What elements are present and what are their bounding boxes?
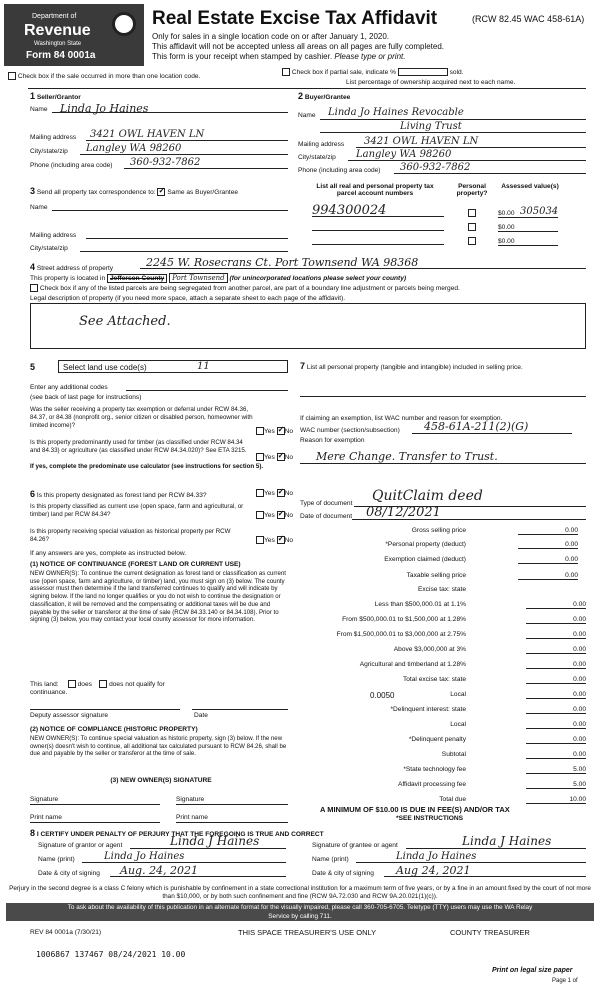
divider bbox=[28, 88, 586, 89]
if-yes-note: If any answers are yes, complete as instructed below. bbox=[30, 550, 187, 557]
signature-label: Signature bbox=[176, 796, 205, 803]
calc-value: 0.00 bbox=[518, 572, 578, 580]
reason-label: Reason for exemption bbox=[300, 437, 365, 444]
parcel-header: List all real and personal property tax parcel account numbers bbox=[316, 183, 434, 197]
buyer-name1[interactable]: Linda Jo Haines Revocable bbox=[328, 107, 464, 118]
assessed-value: $0.00 bbox=[498, 238, 515, 245]
certify-row: 8 I CERTIFY UNDER PENALTY OF PERJURY THAT THE FOREGOING IS TRUE AND CORRECT bbox=[30, 828, 324, 838]
calc-label: Above $3,000,000 at 3% bbox=[393, 646, 466, 653]
grantee-name-label: Name (print) bbox=[312, 856, 349, 863]
treasurer-label: THIS SPACE TREASURER'S USE ONLY bbox=[238, 928, 377, 937]
exemption-question: Was the seller receiving a property tax exemption or deferral under RCW 84.36, 84.37, or 84.38 (nonprofit org., senior citizen or disabled person, homeowner with limited income)? bbox=[30, 406, 253, 429]
this-land-row: This land: does does not qualify for bbox=[30, 680, 165, 688]
current-use-question: Is this property classified as current use (open space, farm and agricultural, or timber) land per RCW 84.34? bbox=[30, 503, 244, 518]
corr-name-input[interactable] bbox=[52, 210, 288, 211]
segregated-row: Check box if any of the listed parcels are being segregated from another parcel, are part of a boundary line adjustment or parcels being merged. bbox=[30, 284, 460, 292]
calc-label: Less than $500,000.01 at 1.1% bbox=[374, 601, 466, 608]
print-name-label: Print name bbox=[30, 814, 62, 821]
grantor-name-label: Name (print) bbox=[38, 856, 75, 863]
print-name-label: Print name bbox=[176, 814, 208, 821]
calc-label: Total excise tax: state bbox=[402, 676, 466, 683]
seller-address[interactable]: 3421 OWL HAVEN LN bbox=[90, 129, 205, 140]
yes-checkbox[interactable] bbox=[256, 511, 264, 519]
county-treasurer-label: COUNTY TREASURER bbox=[450, 928, 530, 937]
historic-question: Is this property receiving special valuation as historical property per RCW 84.26? bbox=[30, 528, 231, 543]
exemption-claim-label: If claiming an exemption, list WAC number and reason for exemption. bbox=[300, 415, 503, 422]
buyer-address-label: Mailing address bbox=[298, 141, 345, 148]
calc-label: From $500,000.01 to $1,500,000 at 1.28% bbox=[342, 616, 466, 623]
city-select[interactable]: Port Townsend bbox=[169, 273, 228, 283]
grantee-sig-label: Signature of grantee or agent bbox=[312, 842, 398, 849]
partial-sale-checkbox[interactable] bbox=[282, 68, 290, 76]
street-address[interactable]: 2245 W. Rosecrans Ct. Port Townsend WA 98368 bbox=[146, 256, 419, 269]
corr-name-label: Name bbox=[30, 204, 48, 211]
note1: Only for sales in a single location code on or after January 1, 2020. bbox=[152, 32, 390, 41]
parcel-table bbox=[312, 203, 582, 248]
personal-checkbox[interactable] bbox=[468, 223, 476, 231]
seller-phone-label: Phone (including area code) bbox=[30, 162, 113, 169]
cashier-stamp: 1006867 137467 08/24/2021 10.00 bbox=[36, 950, 186, 959]
corr-city-input[interactable] bbox=[80, 251, 288, 252]
parcel-number-input[interactable] bbox=[312, 244, 444, 245]
logo-dept: Department of bbox=[32, 13, 77, 20]
county-select[interactable]: Jefferson County bbox=[107, 274, 167, 283]
new-owner-sig-title: (3) NEW OWNER(S) SIGNATURE bbox=[110, 777, 212, 784]
buyer-city-label: City/state/zip bbox=[298, 154, 336, 161]
notice2-title: (2) NOTICE OF COMPLIANCE (HISTORIC PROPERTY) bbox=[30, 726, 198, 733]
partial-sale-row: Check box if partial sale, indicate % sold. bbox=[282, 68, 464, 76]
grantor-date[interactable]: Aug. 24, 2021 bbox=[120, 864, 199, 877]
timber-question: Is this property predominantly used for timber (as classified under RCW 84.34 and 84.33) or agriculture (as classified under RCW 84.34.020)? See ETA 3215. bbox=[30, 439, 247, 454]
historic-yes-no: Yes ✓ No bbox=[256, 536, 293, 544]
yes-checkbox[interactable] bbox=[256, 427, 264, 435]
calc-label: Local bbox=[450, 721, 466, 728]
calc-value: 0.00 bbox=[526, 601, 586, 609]
wac-number[interactable]: 458-61A-211(2)(G) bbox=[424, 420, 529, 433]
segregated-checkbox[interactable] bbox=[30, 284, 38, 292]
does-not-checkbox[interactable] bbox=[99, 680, 107, 688]
calc-value: 0.00 bbox=[518, 527, 578, 535]
page-number: Page 1 of bbox=[552, 978, 578, 984]
partial-percent-input[interactable] bbox=[398, 68, 448, 76]
corr-city-label: City/state/zip bbox=[30, 245, 68, 252]
same-as-buyer-checkbox[interactable] bbox=[157, 188, 165, 196]
calc-label: Gross selling price bbox=[411, 527, 466, 534]
notice1-title: (1) NOTICE OF CONTINUANCE (FOREST LAND OR CURRENT USE) bbox=[30, 561, 241, 568]
availability-note: To ask about the availability of this publication in an alternate format for the visually impaired, please call 360-705-6705. Teletype (TTY) users may use the WA Relay Service by calling 711. bbox=[6, 903, 594, 921]
doc-type-label: Type of document bbox=[300, 500, 353, 507]
seller-heading: 1 Seller/Grantor bbox=[30, 91, 81, 101]
doc-type[interactable]: QuitClaim deed bbox=[372, 488, 483, 504]
yes-checkbox[interactable] bbox=[256, 489, 264, 497]
print-legal-note: Print on legal size paper bbox=[492, 967, 573, 974]
section7-text: 7 List all personal property (tangible and intangible) included in selling price. bbox=[300, 361, 523, 371]
located-row: This property is located in Jefferson County Port Townsend (for unincorporated locations please select your county) bbox=[30, 274, 407, 282]
local-rate: 0.0050 bbox=[370, 691, 395, 700]
grantee-date-label: Date & city of signing bbox=[312, 870, 374, 877]
calc-label: *Personal property (deduct) bbox=[385, 541, 466, 548]
doc-date[interactable]: 08/12/2021 bbox=[366, 505, 441, 520]
yes-checkbox[interactable] bbox=[256, 536, 264, 544]
seller-city[interactable]: Langley WA 98260 bbox=[86, 143, 182, 154]
deputy-label: Deputy assessor signature bbox=[30, 712, 109, 719]
doc-date-label: Date of document bbox=[300, 513, 353, 520]
buyer-address[interactable]: 3421 OWL HAVEN LN bbox=[364, 136, 479, 147]
seller-phone[interactable]: 360-932-7862 bbox=[130, 157, 201, 168]
deputy-signature-input[interactable] bbox=[30, 709, 180, 710]
additional-codes-label: Enter any additional codes bbox=[30, 384, 108, 391]
exemption-reason[interactable]: Mere Change. Transfer to Trust. bbox=[316, 450, 498, 463]
additional-codes-input[interactable] bbox=[126, 390, 288, 391]
grantee-date[interactable]: Aug 24, 2021 bbox=[396, 864, 471, 877]
calc-label: Exemption claimed (deduct) bbox=[384, 556, 466, 563]
minimum-note: A MINIMUM OF $10.00 IS DUE IN FEE(S) AND/OR TAX bbox=[320, 805, 510, 814]
buyer-name-label: Name bbox=[298, 112, 316, 119]
wac-label: WAC number (section/subsection) bbox=[300, 427, 400, 434]
buyer-heading: 2 Buyer/Grantee bbox=[298, 91, 351, 101]
multi-location-checkbox[interactable] bbox=[8, 72, 16, 80]
calc-label: Local bbox=[450, 691, 466, 698]
form-number: Form 84 0001a bbox=[26, 50, 96, 61]
assessed-value: $0.00 bbox=[498, 210, 515, 217]
calc-label: *State technology fee bbox=[403, 766, 466, 773]
buyer-name2[interactable]: Living Trust bbox=[400, 121, 462, 132]
buyer-city[interactable]: Langley WA 98260 bbox=[356, 149, 452, 160]
timber-yes-no: Yes ✓ No bbox=[256, 453, 293, 461]
multi-location-row: Check box if the sale occurred in more than one location code. bbox=[8, 72, 200, 80]
see-instructions: *SEE INSTRUCTIONS bbox=[396, 815, 464, 822]
calc-value: 0.00 bbox=[526, 646, 586, 654]
logo-circle-icon bbox=[112, 12, 136, 36]
buyer-phone-label: Phone (including area code) bbox=[298, 167, 381, 174]
legal-description-box[interactable] bbox=[30, 303, 586, 349]
legal-label: Legal description of property (if you need more space, attach a separate sheet to each page of the affidavit). bbox=[30, 295, 346, 302]
calc-label: *Delinquent interest: state bbox=[390, 706, 466, 713]
assessed-value: $0.00 bbox=[498, 224, 515, 231]
calc-value: 5.00 bbox=[526, 766, 586, 774]
parcel-row bbox=[312, 203, 582, 220]
calc-label: Agricultural and timberland at 1.28% bbox=[359, 661, 466, 668]
assessed-hand: 305034 bbox=[520, 206, 559, 217]
continuance-label: continuance. bbox=[30, 689, 68, 696]
personal-checkbox[interactable] bbox=[468, 237, 476, 245]
personal-property-input[interactable] bbox=[300, 396, 586, 397]
calc-value: 5.00 bbox=[526, 781, 586, 789]
no-checkbox[interactable] bbox=[277, 453, 285, 461]
grantor-sig-label: Signature of grantor or agent bbox=[38, 842, 123, 849]
timber-note: If yes, complete the predominate use calculator (see instructions for section 5). bbox=[30, 463, 264, 470]
ownership-note: List percentage of ownership acquired next to each name. bbox=[346, 79, 516, 86]
grantor-date-label: Date & city of signing bbox=[38, 870, 100, 877]
assessed-header: Assessed value(s) bbox=[501, 183, 559, 190]
calc-value: 10.00 bbox=[526, 796, 586, 804]
calc-value: 0.00 bbox=[526, 676, 586, 684]
seller-city-label: City/state/zip bbox=[30, 148, 68, 155]
citation: (RCW 82.45 WAC 458-61A) bbox=[472, 14, 585, 24]
calc-value: 0.00 bbox=[526, 661, 586, 669]
revision-label: REV 84 0001a (7/30/21) bbox=[30, 929, 102, 936]
grantor-print-name[interactable]: Linda Jo Haines bbox=[104, 851, 185, 862]
owner-print-input[interactable] bbox=[30, 822, 160, 823]
notice1-text: NEW OWNER(S): To continue the current designation as forest land or classification as current use (open space, farm and agriculture, or timber) land, you must sign on (3) below. The county assessor must then determine if the land transferred continues to qualify and will indicate by signing below. If the land no longer qualifies or you do not wish to continue the designation or classification, it will be removed and the compensating or additional taxes will be due and payable by the seller or transferor at the time of sale (RCW 84.33.140 or 84.34.108). Prior to signing (3) below, you may contact your local county assessor for more information. bbox=[30, 570, 286, 624]
logo bbox=[4, 4, 144, 66]
calc-value: 0.00 bbox=[518, 541, 578, 549]
logo-state: Washington State bbox=[34, 41, 82, 47]
correspondence-row: 3 Send all property tax correspondence to: ✓ Same as Buyer/Grantee bbox=[30, 186, 238, 196]
exemption-yes-no: Yes ✓ No bbox=[256, 427, 293, 435]
seller-address-label: Mailing address bbox=[30, 134, 77, 141]
calc-label: Excise tax: state bbox=[417, 586, 466, 593]
land-use-select[interactable]: Select land use code(s) 11 bbox=[58, 360, 288, 373]
no-checkbox[interactable] bbox=[277, 511, 285, 519]
parcel-number-input[interactable] bbox=[312, 230, 444, 231]
calc-label: Affidavit processing fee bbox=[397, 781, 466, 788]
tax-calculation bbox=[300, 527, 586, 827]
owner-signature-input[interactable] bbox=[30, 804, 160, 805]
logo-revenue: Revenue bbox=[24, 22, 91, 39]
see-back: (see back of last page for instructions) bbox=[30, 394, 142, 401]
parcel-row bbox=[312, 222, 582, 234]
page-title: Real Estate Excise Tax Affidavit bbox=[152, 8, 438, 29]
personal-checkbox[interactable] bbox=[468, 209, 476, 217]
calc-value: 0.00 bbox=[526, 736, 586, 744]
calc-label: Taxable selling price bbox=[406, 572, 466, 579]
calc-value: 0.00 bbox=[526, 631, 586, 639]
calc-value: 0.00 bbox=[526, 616, 586, 624]
street-label-row: 4 Street address of property bbox=[30, 262, 114, 272]
grantee-print-name[interactable]: Linda Jo Haines bbox=[396, 851, 477, 862]
forest-yes-no: Yes ✓ No bbox=[256, 489, 293, 497]
parcel-number[interactable]: 994300024 bbox=[312, 203, 387, 218]
grantee-signature[interactable]: Linda J Haines bbox=[462, 834, 552, 848]
yes-checkbox[interactable] bbox=[256, 453, 264, 461]
section5-number: 5 bbox=[30, 362, 36, 372]
parcel-row bbox=[312, 236, 582, 248]
grantor-signature[interactable]: Linda J Haines bbox=[170, 834, 260, 848]
no-checkbox[interactable] bbox=[277, 427, 285, 435]
calc-value: 0.00 bbox=[526, 706, 586, 714]
note2: This affidavit will not be accepted unless all areas on all pages are fully completed. bbox=[152, 42, 445, 51]
deputy-date-label: Date bbox=[194, 712, 208, 719]
no-checkbox[interactable] bbox=[277, 536, 285, 544]
note3: This form is your receipt when stamped by cashier. Please type or print. bbox=[152, 52, 406, 61]
calc-label: Total due bbox=[439, 796, 466, 803]
forest-question: 6 Is this property designated as forest land per RCW 84.33? bbox=[30, 489, 207, 499]
deputy-date-input[interactable] bbox=[192, 709, 288, 710]
calc-value: 0.00 bbox=[526, 751, 586, 759]
calc-label: *Delinquent penalty bbox=[408, 736, 466, 743]
calc-label: From $1,500,000.01 to $3,000,000 at 2.75% bbox=[336, 631, 466, 638]
legal-description: See Attached. bbox=[79, 314, 171, 329]
does-checkbox[interactable] bbox=[68, 680, 76, 688]
no-checkbox[interactable] bbox=[277, 489, 285, 497]
signature-label: Signature bbox=[30, 796, 59, 803]
owner-print-input[interactable] bbox=[176, 822, 288, 823]
corr-address-input[interactable] bbox=[86, 238, 288, 239]
calc-label: Subtotal bbox=[441, 751, 466, 758]
calc-value: 0.00 bbox=[526, 721, 586, 729]
owner-signature-input[interactable] bbox=[176, 804, 288, 805]
calc-value: 0.00 bbox=[526, 691, 586, 699]
corr-address-label: Mailing address bbox=[30, 232, 77, 239]
buyer-phone[interactable]: 360-932-7862 bbox=[400, 162, 471, 173]
seller-name[interactable]: Linda Jo Haines bbox=[60, 102, 149, 115]
seller-name-row: Name Linda Jo Haines bbox=[30, 106, 288, 113]
notice2-text: NEW OWNER(S): To continue special valuation as historic property, sign (3) below. If the new owner(s) doesn't wish to continue, all additional tax calculated pursuant to RCW 84.26, shall be due and payable by the seller or transferor at the time of sale. bbox=[30, 735, 287, 758]
calc-value: 0.00 bbox=[518, 556, 578, 564]
current-use-yes-no: Yes ✓ No bbox=[256, 511, 293, 519]
personal-header: Personal property? bbox=[456, 183, 488, 197]
perjury-note: Perjury in the second degree is a class C felony which is punishable by confinement in a state correctional institution for a maximum term of five years, or by a fine in an amount fixed by the court of not more than $10,000, or by both such confinement and fine (RCW 9A.72.030 and RCW 9A.20.021(1)(c)). bbox=[9, 885, 591, 900]
